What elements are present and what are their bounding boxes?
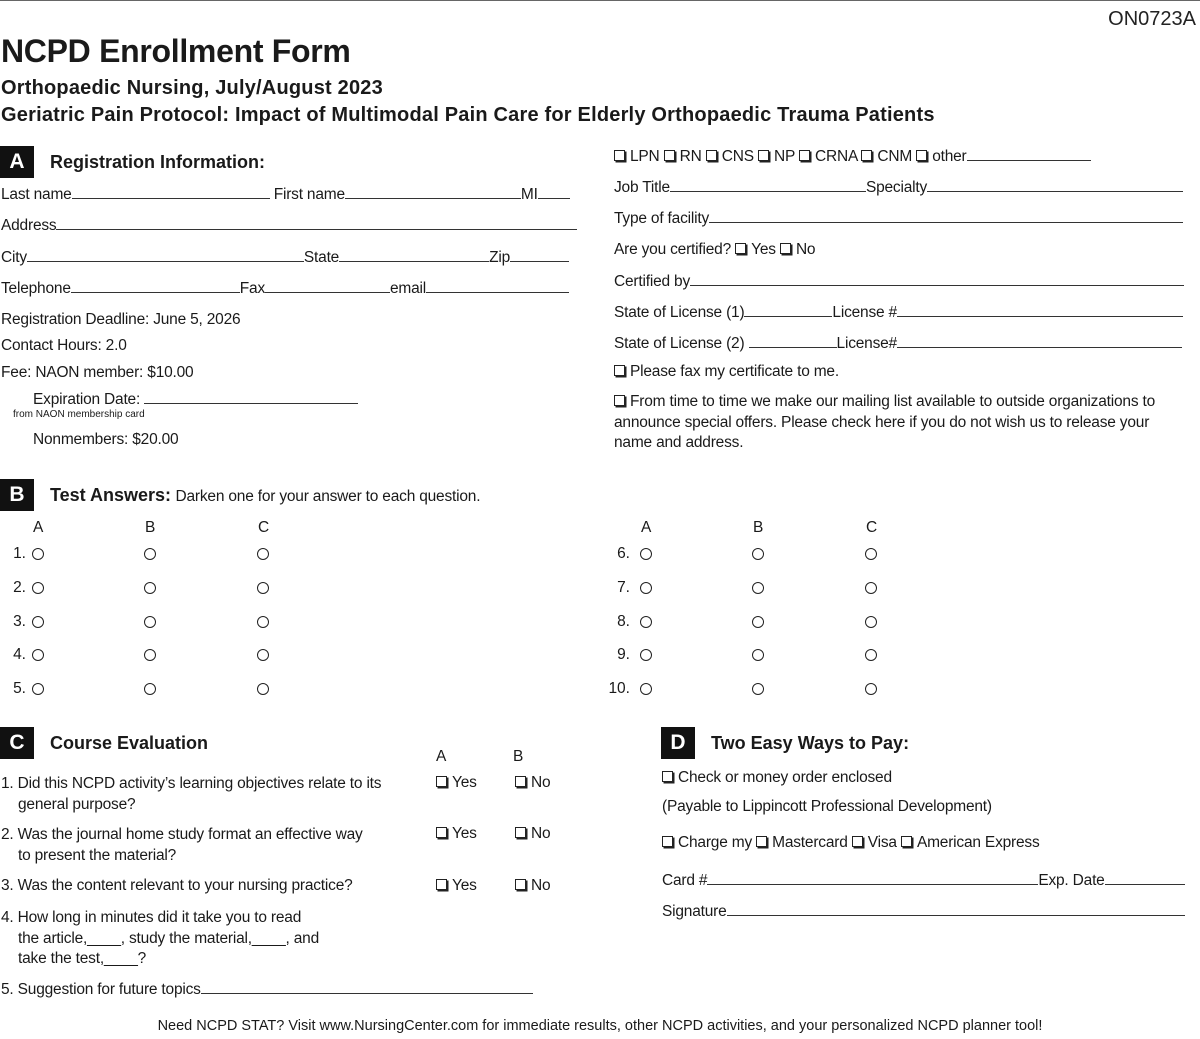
fax-input[interactable] [265,279,390,293]
question-number: 10. [608,680,630,698]
license-1-input[interactable] [897,303,1183,317]
credential-cnm[interactable]: CNM [861,148,912,165]
question-number: 7. [617,578,630,596]
expiration-note: from NAON membership card [13,409,145,420]
answer-column-header: C [866,519,878,536]
question-number: 3. [13,612,26,630]
charge-option[interactable]: Charge my [662,834,752,851]
email-input[interactable] [426,279,569,293]
fax-cert-option[interactable]: Please fax my certificate to me. [614,363,839,381]
credential-cns[interactable]: CNS [706,148,754,165]
section-d-badge: D [661,727,695,759]
last-name-row: Last name First name MI [1,185,570,204]
certified-by-row: Certified by [614,272,1184,291]
credential-other[interactable]: other [916,148,966,165]
checkbox-icon [662,771,673,782]
fee-member: Fee: NAON member: $10.00 [1,364,194,381]
answer-bubble[interactable] [865,683,877,695]
credential-lpn[interactable]: LPN [614,148,660,165]
answer-column-header: A [33,519,44,536]
question-number: 9. [617,646,630,664]
license-1-row: State of License (1) License # [614,303,1183,322]
telephone-row: Telephone Fax email [1,279,569,298]
checkbox-icon [515,827,526,838]
checkbox-icon [515,879,526,890]
certified-no[interactable]: No [780,241,815,258]
eval-q2-yes[interactable]: Yes [436,825,477,843]
answer-bubble[interactable] [865,649,877,661]
answer-bubble[interactable] [32,649,44,661]
facility-input[interactable] [709,209,1183,223]
checkbox-icon [706,150,717,161]
credential-row [614,147,1091,166]
answer-column-header: C [258,519,270,536]
section-b-badge: B [0,479,34,511]
section-b-header: Test Answers: Darken one for your answer to each question. [50,485,481,505]
checkbox-icon [756,836,767,847]
answer-column-header: B [145,519,156,536]
credential-np[interactable]: NP [758,148,795,165]
answer-bubble[interactable] [640,616,652,628]
checkbox-icon [780,243,791,254]
city-input[interactable] [27,248,304,262]
answer-bubble[interactable] [752,616,764,628]
answer-bubble[interactable] [640,548,652,560]
checkbox-icon [901,836,912,847]
checkbox-icon [799,150,810,161]
license-2-input[interactable] [897,334,1182,348]
telephone-input[interactable] [71,279,240,293]
checkbox-icon [735,243,746,254]
checkbox-icon [436,827,447,838]
job-title-input[interactable] [670,178,866,192]
eval-col-b: B [513,748,524,765]
answer-column-header: B [753,519,764,536]
answer-bubble[interactable] [865,548,877,560]
contact-hours: Contact Hours: 2.0 [1,337,127,354]
mastercard-option[interactable]: Mastercard [756,834,848,851]
eval-q3-no[interactable]: No [515,877,550,895]
check-option[interactable]: Check or money order enclosed [662,769,892,787]
card-row: Card # Exp. Date [662,871,1185,890]
payable-note: (Payable to Lippincott Professional Development) [662,798,992,815]
eval-q5: 5. Suggestion for future topics [1,980,533,999]
question-number: 8. [617,612,630,630]
job-title-row: Job Title Specialty [614,178,1183,197]
eval-q4: 4. How long in minutes did it take you to read the article,____, study the material,____, and take the test,____? [1,909,319,967]
answer-bubble[interactable] [752,582,764,594]
certified-yes[interactable]: Yes [735,241,776,258]
future-topics-input[interactable] [201,980,533,994]
card-number-input[interactable] [707,871,1038,885]
answer-bubble[interactable] [32,616,44,628]
answer-bubble[interactable] [32,548,44,560]
checkbox-icon [515,776,526,787]
other-credential-input[interactable] [967,147,1091,161]
answer-bubble[interactable] [144,649,156,661]
answer-bubble[interactable] [144,616,156,628]
checkbox-icon [436,879,447,890]
checkbox-icon [436,776,447,787]
exp-date-input[interactable] [1105,871,1185,885]
certified-row: Are you certified? Yes No [614,241,816,258]
credential-rn[interactable]: RN [664,148,702,165]
answer-bubble[interactable] [640,649,652,661]
journal-title: Orthopaedic Nursing, July/August 2023 [1,77,383,99]
question-number: 5. [13,680,26,698]
answer-bubble[interactable] [257,683,269,695]
eval-q1-yes[interactable]: Yes [436,774,477,792]
answer-bubble[interactable] [752,649,764,661]
credential-crna[interactable]: CRNA [799,148,857,165]
checkbox-icon [664,150,675,161]
answer-bubble[interactable] [144,548,156,560]
signature-input[interactable] [727,902,1185,916]
question-number: 2. [13,578,26,596]
registration-deadline: Registration Deadline: June 5, 2026 [1,311,241,328]
state-input[interactable] [339,248,489,262]
state-license-1-input[interactable] [744,303,832,317]
expiration-input[interactable] [144,390,358,404]
section-a-title: Registration Information: [50,152,265,172]
eval-q1: 1. Did this NCPD activity’s learning objectives relate to its general purpose? [1,775,382,813]
section-c-badge: C [0,727,34,759]
expiration-row: Expiration Date: [33,390,358,409]
eval-col-a: A [436,748,447,765]
first-name-input[interactable] [345,185,521,199]
footer-note: Need NCPD STAT? Visit www.NursingCenter.com for immediate results, other NCPD activities, and your personalized NCPD planner tool! [157,1018,1043,1034]
license-2-row: State of License (2) License# [614,334,1182,353]
article-title: Geriatric Pain Protocol: Impact of Multimodal Pain Care for Elderly Orthopaedic Trauma Patients [1,104,935,126]
eval-q2: 2. Was the journal home study format an effective way to present the material? [1,826,363,864]
question-number: 4. [13,646,26,664]
eval-q3-yes[interactable]: Yes [436,877,477,895]
top-rule [0,0,1200,1]
mi-input[interactable] [538,185,570,199]
answer-bubble[interactable] [144,582,156,594]
checkbox-icon [758,150,769,161]
answer-bubble[interactable] [257,582,269,594]
checkbox-icon [662,836,673,847]
question-number: 1. [13,545,26,562]
eval-q3: 3. Was the content relevant to your nursing practice? [1,877,353,894]
form-code: ON0723A [1108,8,1196,30]
checkbox-icon [614,395,625,406]
state-license-2-input[interactable] [749,334,837,348]
certified-by-input[interactable] [690,272,1184,286]
amex-option[interactable]: American Express [901,834,1040,851]
section-c-title: Course Evaluation [50,733,209,753]
visa-option[interactable]: Visa [852,834,897,851]
address-input[interactable] [56,216,577,230]
answer-bubble[interactable] [257,616,269,628]
answer-bubble[interactable] [640,683,652,695]
eval-q1-no[interactable]: No [515,774,550,792]
answer-bubble[interactable] [865,582,877,594]
facility-row: Type of facility [614,209,1183,228]
checkbox-icon [614,365,625,376]
form-title: NCPD Enrollment Form [1,33,351,69]
section-d-title: Two Easy Ways to Pay: [711,733,910,753]
answer-bubble[interactable] [32,582,44,594]
answer-bubble[interactable] [257,548,269,560]
last-name-input[interactable] [72,185,270,199]
mailing-list-option[interactable]: From time to time we make our mailing list available to outside organizations to announce special offers. Please check here if you do not wish us to release your name and address. [614,393,1156,451]
answer-bubble[interactable] [144,683,156,695]
city-row: City State Zip [1,248,569,267]
zip-input[interactable] [510,248,569,262]
signature-row: Signature [662,902,1185,921]
answer-bubble[interactable] [752,548,764,560]
checkbox-icon [861,150,872,161]
answer-bubble[interactable] [257,649,269,661]
checkbox-icon [852,836,863,847]
answer-column-header: A [641,519,652,536]
checkbox-icon [916,150,927,161]
address-row: Address [1,216,577,235]
eval-q2-no[interactable]: No [515,825,550,843]
checkbox-icon [614,150,625,161]
fee-nonmember: Nonmembers: $20.00 [33,431,179,448]
answer-bubble[interactable] [752,683,764,695]
section-a-badge: A [0,146,34,178]
answer-bubble[interactable] [640,582,652,594]
question-number: 6. [617,545,630,562]
answer-bubble[interactable] [865,616,877,628]
charge-row [662,834,1040,852]
specialty-input[interactable] [927,178,1183,192]
answer-bubble[interactable] [32,683,44,695]
